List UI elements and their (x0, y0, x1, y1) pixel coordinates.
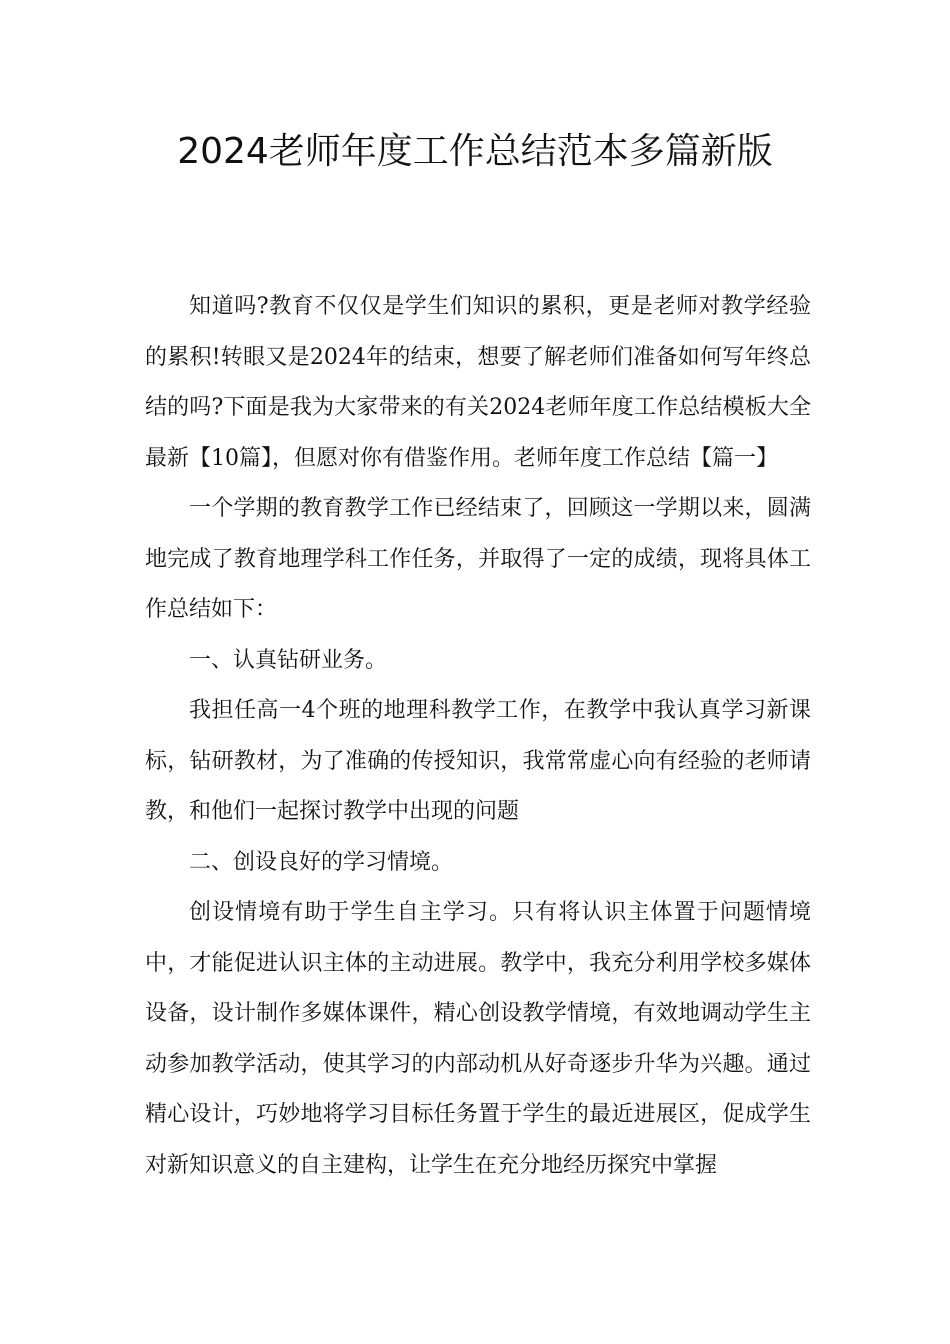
section-heading-2: 二、创设良好的学习情境。 (189, 849, 454, 875)
section-heading-1: 一、认真钻研业务。 (189, 647, 388, 673)
document-body (145, 282, 811, 1191)
document-title: 2024老师年度工作总结范本多篇新版 (177, 131, 773, 172)
paragraph-overview: 一个学期的教育教学工作已经结束了，回顾这一学期以来，圆满地完成了教育地理学科工作任务，并取得了一定的成绩，现将具体工作总结如下： (145, 496, 811, 622)
paragraph-section-2: 创设情境有助于学生自主学习。只有将认识主体置于问题情境中，才能促进认识主体的主动进展。教学中，我充分利用学校多媒体设备，设计制作多媒体课件，精心创设教学情境，有效地调动学生主动参加教学活动，使其学习的内部动机从好奇逐步升华为兴趣。通过精心设计，巧妙地将学习目标任务置于学生的最近进展区，促成学生对新知识意义的自主建构，让学生在充分地经历探究中掌握 (145, 900, 811, 1178)
paragraph-section-1: 我担任高一4个班的地理科教学工作，在教学中我认真学习新课标，钻研教材，为了准确的传授知识，我常常虚心向有经验的老师请教，和他们一起探讨教学中出现的问题 (145, 698, 811, 824)
paragraph-intro: 知道吗?教育不仅仅是学生们知识的累积，更是老师对教学经验的累积!转眼又是2024年的结束，想要了解老师们准备如何写年终总结的吗?下面是我为大家带来的有关2024老师年度工作总结模板大全最新【10篇】，但愿对你有借鉴作用。老师年度工作总结【篇一】 (145, 294, 811, 471)
